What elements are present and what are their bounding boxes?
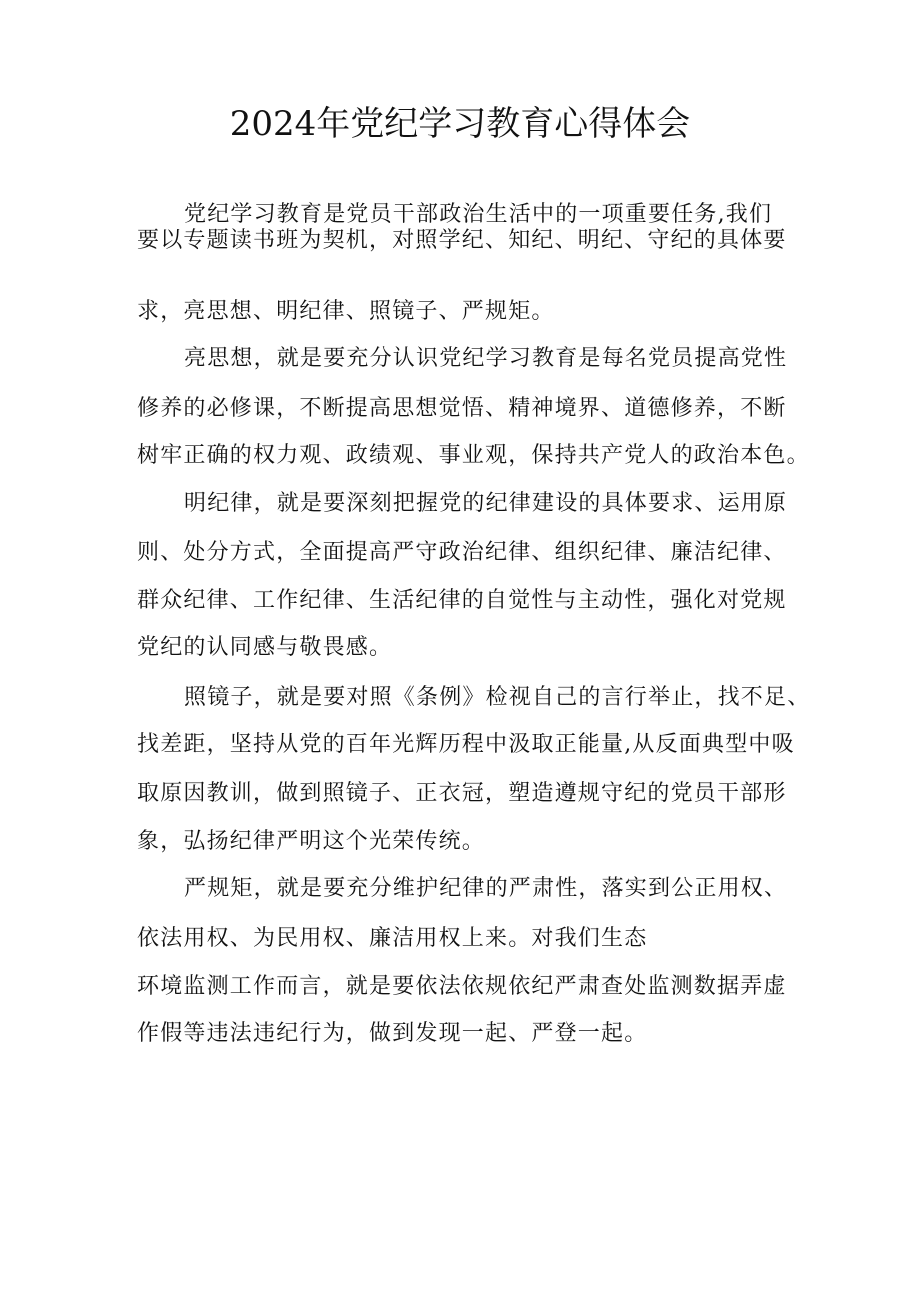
paragraph-1-line-3: 求，亮思想、明纪律、照镜子、严规矩。 [137,299,555,324]
paragraph-5-line-4: 作假等违法违纪行为，做到发现一起、严登一起。 [137,1021,648,1046]
paragraph-3-line-3: 群众纪律、工作纪律、生活纪律的自觉性与主动性，强化对党规 [137,588,787,613]
paragraph-1-line-1: 党纪学习教育是党员干部政治生活中的一项重要任务,我们 [184,202,773,227]
paragraph-5-line-2: 依法用权、为民用权、廉洁用权上来。对我们生态 [137,926,648,951]
paragraph-2-line-2: 修养的必修课，不断提高思想觉悟、精神境界、道德修养，不断 [137,396,787,421]
paragraph-5-line-3: 环境监测工作而言，就是要依法依规依纪严肃查处监测数据弄虚 [137,974,787,999]
paragraph-4-line-3: 取原因教训，做到照镜子、正衣冠，塑造遵规守纪的党员干部形 [137,781,787,806]
paragraph-3-line-1: 明纪律，就是要深刻把握党的纪律建设的具体要求、运用原 [184,491,788,516]
paragraph-3-line-4: 党纪的认同感与敬畏感。 [137,635,393,660]
paragraph-1-line-2: 要以专题读书班为契机，对照学纪、知纪、明纪、守纪的具体要 [137,228,787,253]
paragraph-4-line-2: 找差距，坚持从党的百年光辉历程中汲取正能量,从反面典型中吸 [137,732,795,757]
paragraph-2-line-3: 树牢正确的权力观、政绩观、事业观，保持共产党人的政治本色。 [137,443,810,468]
paragraph-3-line-2: 则、处分方式，全面提高严守政治纪律、组织纪律、廉洁纪律、 [137,540,787,565]
document-title: 2024年党纪学习教育心得体会 [229,104,691,144]
paragraph-2-line-1: 亮思想，就是要充分认识党纪学习教育是每名党员提高党性 [184,346,788,371]
paragraph-5-line-1: 严规矩，就是要充分维护纪律的严肃性，落实到公正用权、 [184,876,788,901]
paragraph-4-line-1: 照镜子，就是要对照《条例》检视自己的言行举止，找不足、 [184,685,811,710]
paragraph-4-line-4: 象，弘扬纪律严明这个光荣传统。 [137,829,486,854]
